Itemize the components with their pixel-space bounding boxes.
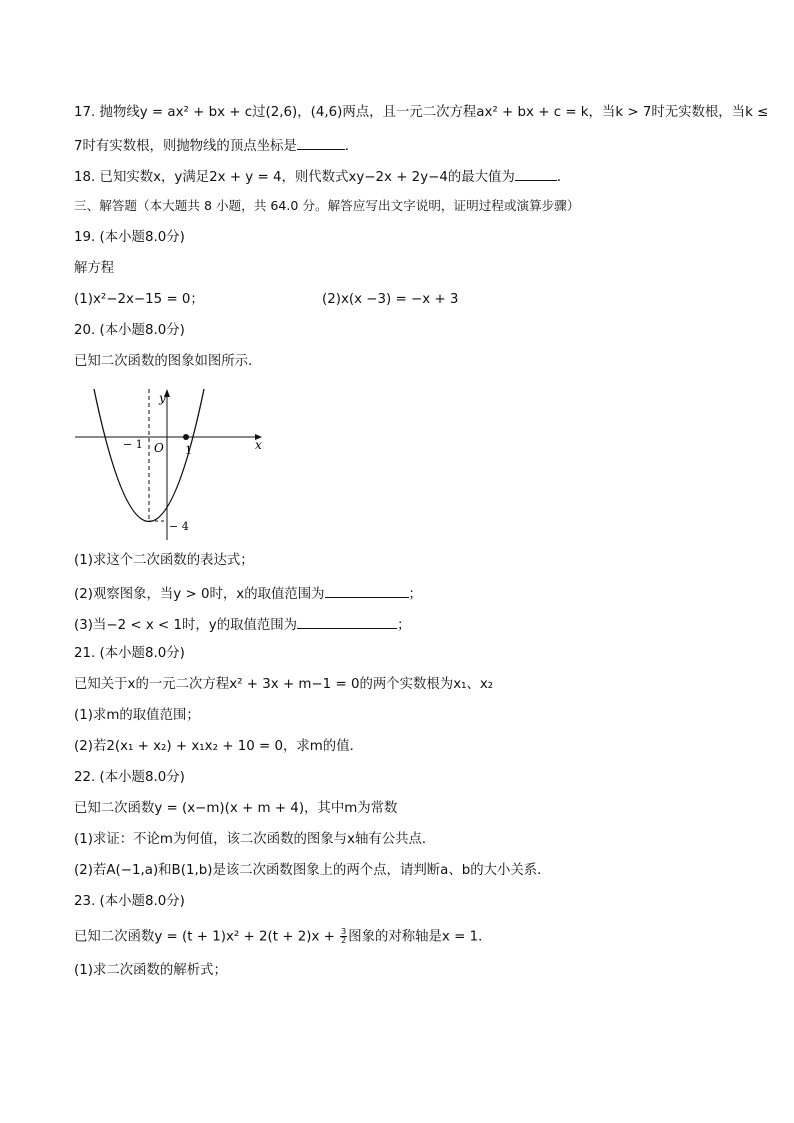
q23-frac-den: 2 [341,936,347,945]
q23-prompt [74,928,492,947]
q20-part2-end: ； [408,587,422,602]
q23-prompt-a: 已知二次函数y = (t + 1)x² + 2(t + 2)x + [74,929,340,945]
q23-fraction [340,928,347,945]
parabola-graph [70,385,270,545]
q21-prompt: 已知关于x的一元二次方程x² + 3x + m−1 = 0的两个实数根为x₁、x₂ [74,677,494,692]
origin-label: O [154,441,164,455]
section3-heading: 三、解答题（本大题共 8 小题，共 64.0 分。解答应写出文字说明，证明过程或演算步骤） [74,198,580,213]
q23-prompt-b: 图象的对称轴是x = 1． [348,929,492,945]
root-point [183,434,189,440]
q17-answer-blank [297,135,345,150]
neg-four-label: − 4 [169,520,189,533]
y-axis-label: y [159,391,166,405]
q20-part2-blank [325,583,409,598]
q18-line [74,166,570,187]
q21-part1: (1)求m的取值范围； [74,708,200,723]
q23-frac-num: 3 [341,927,347,936]
q17-line2-text: 7时有实数根，则抛物线的顶点坐标是 [74,139,297,154]
q23-header: 23. (本小题8.0分) [74,894,185,909]
q17-line2-end: ． [344,139,359,154]
q23-part1: (1)求二次函数的解析式； [74,963,227,978]
q18-answer-blank [515,166,557,181]
q22-prompt: 已知二次函数y = (x−m)(x + m + 4)，其中m为常数 [74,801,398,816]
q20-part3-end: ； [397,618,411,633]
q19-part2: (2)x(x −3) = −x + 3 [322,292,459,307]
q18-end: ． [556,170,571,185]
q21-part2: (2)若2(x₁ + x₂) + x₁x₂ + 10 = 0，求m的值． [74,739,363,754]
q20-prompt: 已知二次函数的图象如图所示． [74,354,262,369]
q22-part2: (2)若A(−1,a)和B(1,b)是该二次函数图象上的两个点，请判断a、b的大小关系． [74,863,551,878]
q19-header: 19. (本小题8.0分) [74,230,185,245]
q17-line2 [74,135,358,156]
one-label: 1 [185,444,192,457]
q21-header: 21. (本小题8.0分) [74,646,185,661]
q22-header: 22. (本小题8.0分) [74,770,185,785]
q22-part1: (1)求证：不论m为何值，该二次函数的图象与x轴有公共点． [74,832,436,847]
q20-header: 20. (本小题8.0分) [74,323,185,338]
q18-text: 18. 已知实数x，y满足2x + y = 4，则代数式xy−2x + 2y−4的最大值为 [74,170,515,185]
q20-part2-text: (2)观察图象，当y > 0时，x的取值范围为 [74,587,325,602]
q20-part3-text: (3)当−2 < x < 1时，y的取值范围为 [74,618,298,633]
x-axis-label: x [255,438,262,452]
q20-part2 [74,583,422,604]
q19-prompt: 解方程 [74,261,115,276]
neg-one-label: − 1 [123,438,143,451]
q20-part3 [74,614,410,635]
q20-part1: (1)求这个二次函数的表达式； [74,553,254,568]
q19-part1: (1)x²−2x−15 = 0； [74,292,204,307]
q20-part3-blank [297,614,397,629]
q17-line1: 17. 抛物线y = ax² + bx + c过(2,6)，(4,6)两点，且一元二次方程ax² + bx + c = k，当k > 7时无实数根，当k ≤ [74,105,769,120]
